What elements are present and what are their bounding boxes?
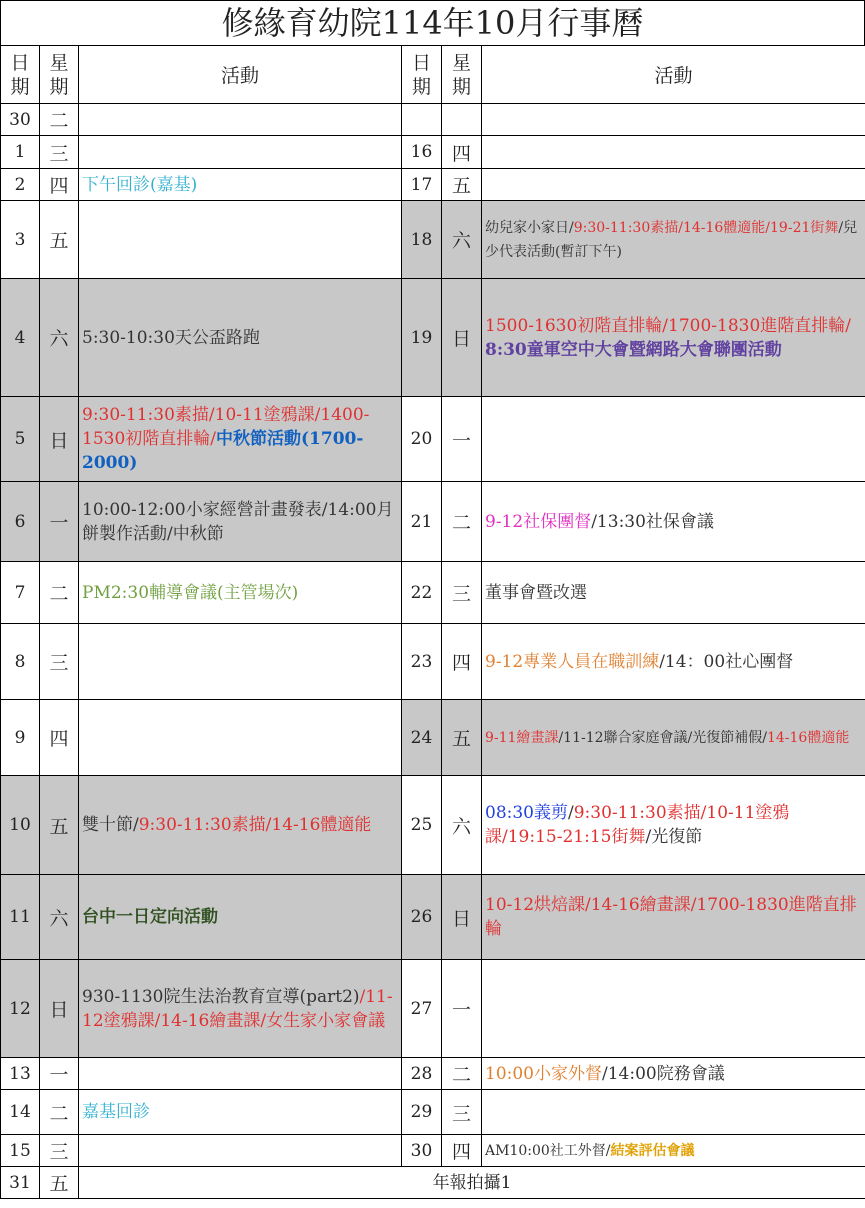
date-cell-right: 22 xyxy=(402,562,442,624)
activity-cell-right xyxy=(482,624,865,700)
calendar-row xyxy=(1,482,865,562)
date-cell-right: 24 xyxy=(402,700,442,776)
activity-text: /14：00社心團督 xyxy=(659,651,794,672)
activity-cell-right xyxy=(482,169,865,201)
activity-text: 中秋節活動(1700-2000) xyxy=(82,429,364,473)
activity-text: 9:30-11:30素描/10-11塗鴉課/1400-1530初階直排輪/ xyxy=(82,405,370,449)
calendar-row xyxy=(1,169,865,201)
calendar-row-last xyxy=(1,1167,865,1199)
activity-cell-right xyxy=(482,397,865,482)
calendar-row xyxy=(1,960,865,1058)
activity-text: /13:30社保會議 xyxy=(591,511,714,532)
activity-text: /14:00院務會議 xyxy=(602,1063,725,1084)
activity-text: 台中一日定向活動 xyxy=(82,907,218,927)
date-cell-right: 18 xyxy=(402,201,442,279)
activity-cell-left xyxy=(79,104,402,136)
date-cell-right: 20 xyxy=(402,397,442,482)
calendar-body xyxy=(1,104,865,1199)
date-cell-left: 31 xyxy=(1,1167,40,1199)
activity-text: / xyxy=(845,315,852,336)
weekday-cell-left: 三 xyxy=(40,624,79,700)
date-cell-left: 30 xyxy=(1,104,40,136)
date-cell-right: 19 xyxy=(402,279,442,397)
activity-cell-right xyxy=(482,562,865,624)
weekday-cell-left: 日 xyxy=(40,960,79,1058)
activity-text: 董事會暨改選 xyxy=(485,582,587,603)
activity-text: 9:30-11:30素描/10-11塗鴉課/19:15-21:15街舞 xyxy=(485,803,790,847)
activity-text: 1500-1630初階直排輪/1700-1830進階直排輪 xyxy=(485,315,846,336)
activity-header-right: 活動 xyxy=(482,46,865,104)
activity-text: 10:00-12:00小家經營計畫發表/14:00月餅製作活動/中秋節 xyxy=(82,499,394,544)
weekday-cell-left: 六 xyxy=(40,875,79,960)
date-cell-right: 27 xyxy=(402,960,442,1058)
weekday-cell-left: 二 xyxy=(40,104,79,136)
activity-cell-right xyxy=(482,201,865,279)
date-cell-left: 8 xyxy=(1,624,40,700)
activity-text: 8:30童軍空中大會暨網路大會聯團活動 xyxy=(485,339,782,360)
activity-cell-left xyxy=(79,1090,402,1135)
activity-text: 14-16體適能 xyxy=(766,729,850,746)
date-cell-left: 3 xyxy=(1,201,40,279)
weekday-cell-left: 一 xyxy=(40,482,79,562)
weekday-cell-left: 日 xyxy=(40,397,79,482)
activity-text: 嘉基回診 xyxy=(82,1102,150,1122)
calendar-row xyxy=(1,136,865,169)
weekday-cell-right: 四 xyxy=(442,624,482,700)
date-cell-left: 9 xyxy=(1,700,40,776)
weekday-cell-right: 日 xyxy=(442,279,482,397)
activity-text: 930-1130院生法治教育宣導(part2) xyxy=(82,986,360,1007)
header-row xyxy=(1,46,865,104)
calendar-row xyxy=(1,104,865,136)
activity-cell-merged: 年報拍攝1 xyxy=(79,1167,865,1199)
date-cell-left: 12 xyxy=(1,960,40,1058)
activity-cell-left xyxy=(79,136,402,169)
date-cell-left: 15 xyxy=(1,1135,40,1167)
activity-cell-left xyxy=(79,1058,402,1090)
date-cell-left: 1 xyxy=(1,136,40,169)
weekday-cell-right xyxy=(442,104,482,136)
activity-text: /兒少代表活動(暫訂下午) xyxy=(485,219,858,260)
activity-text: /光復節 xyxy=(645,827,703,847)
weekday-cell-left: 三 xyxy=(40,136,79,169)
activity-cell-left xyxy=(79,201,402,279)
date-cell-right: 26 xyxy=(402,875,442,960)
weekday-cell-right: 二 xyxy=(442,1058,482,1090)
date-cell-left: 14 xyxy=(1,1090,40,1135)
date-cell-right: 25 xyxy=(402,776,442,875)
weekday-cell-left: 二 xyxy=(40,562,79,624)
date-cell-left: 5 xyxy=(1,397,40,482)
activity-cell-right xyxy=(482,700,865,776)
activity-cell-right xyxy=(482,960,865,1058)
activity-cell-right xyxy=(482,136,865,169)
date-cell-left: 7 xyxy=(1,562,40,624)
activity-header-left: 活動 xyxy=(79,46,402,104)
activity-cell-right xyxy=(482,1135,865,1167)
activity-text: 9:30-11:30素描/14-16體適能/19-21街舞 xyxy=(573,219,839,236)
activity-cell-right xyxy=(482,482,865,562)
calendar-row xyxy=(1,562,865,624)
weekday-cell-left: 三 xyxy=(40,1135,79,1167)
date-cell-right: 23 xyxy=(402,624,442,700)
weekday-cell-right: 五 xyxy=(442,169,482,201)
activity-cell-left xyxy=(79,169,402,201)
date-cell-right: 30 xyxy=(402,1135,442,1167)
activity-cell-right xyxy=(482,1058,865,1090)
calendar-row xyxy=(1,700,865,776)
date-cell-right: 21 xyxy=(402,482,442,562)
activity-cell-right xyxy=(482,279,865,397)
date-header-right: 日 期 xyxy=(402,46,442,104)
activity-text: 結案評估會議 xyxy=(610,1142,695,1159)
weekday-cell-left: 四 xyxy=(40,169,79,201)
calendar-row xyxy=(1,201,865,279)
activity-cell-left xyxy=(79,279,402,397)
date-cell-right xyxy=(402,104,442,136)
activity-text: /11-12聯合家庭會議/光復節補假/ xyxy=(558,729,767,746)
activity-cell-left xyxy=(79,1135,402,1167)
weekday-cell-left: 二 xyxy=(40,1090,79,1135)
calendar-row xyxy=(1,624,865,700)
activity-cell-left xyxy=(79,562,402,624)
activity-cell-right xyxy=(482,875,865,960)
activity-cell-left xyxy=(79,776,402,875)
calendar-table xyxy=(0,45,865,1199)
calendar-row xyxy=(1,1090,865,1135)
date-cell-right: 28 xyxy=(402,1058,442,1090)
date-header-left: 日 期 xyxy=(1,46,40,104)
activity-text: / xyxy=(568,803,574,823)
weekday-cell-right: 六 xyxy=(442,201,482,279)
activity-cell-left xyxy=(79,624,402,700)
date-cell-right: 29 xyxy=(402,1090,442,1135)
weekday-cell-left: 五 xyxy=(40,201,79,279)
weekday-cell-right: 四 xyxy=(442,1135,482,1167)
weekday-cell-right: 三 xyxy=(442,562,482,624)
date-cell-left: 13 xyxy=(1,1058,40,1090)
activity-text: 10-12烘焙課/14-16繪畫課/1700-1830進階直排輪 xyxy=(485,895,857,939)
weekday-cell-right: 四 xyxy=(442,136,482,169)
activity-text: 9-12專業人員在職訓練 xyxy=(485,651,660,672)
weekday-cell-left: 五 xyxy=(40,1167,79,1199)
activity-cell-left xyxy=(79,482,402,562)
weekday-cell-left: 五 xyxy=(40,776,79,875)
activity-text: 下午回診(嘉基) xyxy=(82,174,198,195)
activity-text: 08:30義剪 xyxy=(485,803,568,823)
calendar-row xyxy=(1,875,865,960)
weekday-cell-right: 二 xyxy=(442,482,482,562)
date-cell-left: 10 xyxy=(1,776,40,875)
activity-text: AM10:00社工外督/ xyxy=(485,1142,611,1159)
activity-cell-right xyxy=(482,776,865,875)
calendar-row xyxy=(1,776,865,875)
date-cell-right: 17 xyxy=(402,169,442,201)
date-cell-right: 16 xyxy=(402,136,442,169)
activity-cell-left xyxy=(79,875,402,960)
activity-cell-left xyxy=(79,700,402,776)
weekday-cell-right: 五 xyxy=(442,700,482,776)
date-cell-left: 6 xyxy=(1,482,40,562)
date-cell-left: 11 xyxy=(1,875,40,960)
weekday-cell-right: 六 xyxy=(442,776,482,875)
weekday-header-right: 星 期 xyxy=(442,46,482,104)
activity-cell-left xyxy=(79,960,402,1058)
weekday-cell-left: 四 xyxy=(40,700,79,776)
activity-text: 5:30-10:30天公盃路跑 xyxy=(82,327,260,348)
activity-text: PM2:30輔導會議(主管場次) xyxy=(82,582,299,603)
date-cell-left: 2 xyxy=(1,169,40,201)
weekday-cell-right: 三 xyxy=(442,1090,482,1135)
date-cell-left: 4 xyxy=(1,279,40,397)
activity-text: 10:00小家外督 xyxy=(485,1063,602,1084)
calendar-title: 修緣育幼院114年10月行事曆 xyxy=(0,0,865,45)
weekday-cell-right: 日 xyxy=(442,875,482,960)
activity-cell-right xyxy=(482,104,865,136)
weekday-cell-right: 一 xyxy=(442,960,482,1058)
activity-text: 9:30-11:30素描/14-16體適能 xyxy=(138,815,372,835)
calendar-row xyxy=(1,1058,865,1090)
activity-cell-right xyxy=(482,1090,865,1135)
activity-text: 幼兒家小家日/ xyxy=(485,219,574,236)
calendar-row xyxy=(1,397,865,482)
activity-text: /11-12塗鴉課/14-16繪畫課/女生家小家會議 xyxy=(82,986,393,1031)
activity-cell-left xyxy=(79,397,402,482)
calendar-row xyxy=(1,1135,865,1167)
activity-text: 雙十節/ xyxy=(82,815,139,835)
weekday-header-left: 星 期 xyxy=(40,46,79,104)
weekday-cell-right: 一 xyxy=(442,397,482,482)
activity-text: 9-11繪畫課 xyxy=(485,729,559,746)
weekday-cell-left: 六 xyxy=(40,279,79,397)
calendar-row xyxy=(1,279,865,397)
activity-text: 9-12社保團督 xyxy=(485,511,592,532)
weekday-cell-left: 一 xyxy=(40,1058,79,1090)
